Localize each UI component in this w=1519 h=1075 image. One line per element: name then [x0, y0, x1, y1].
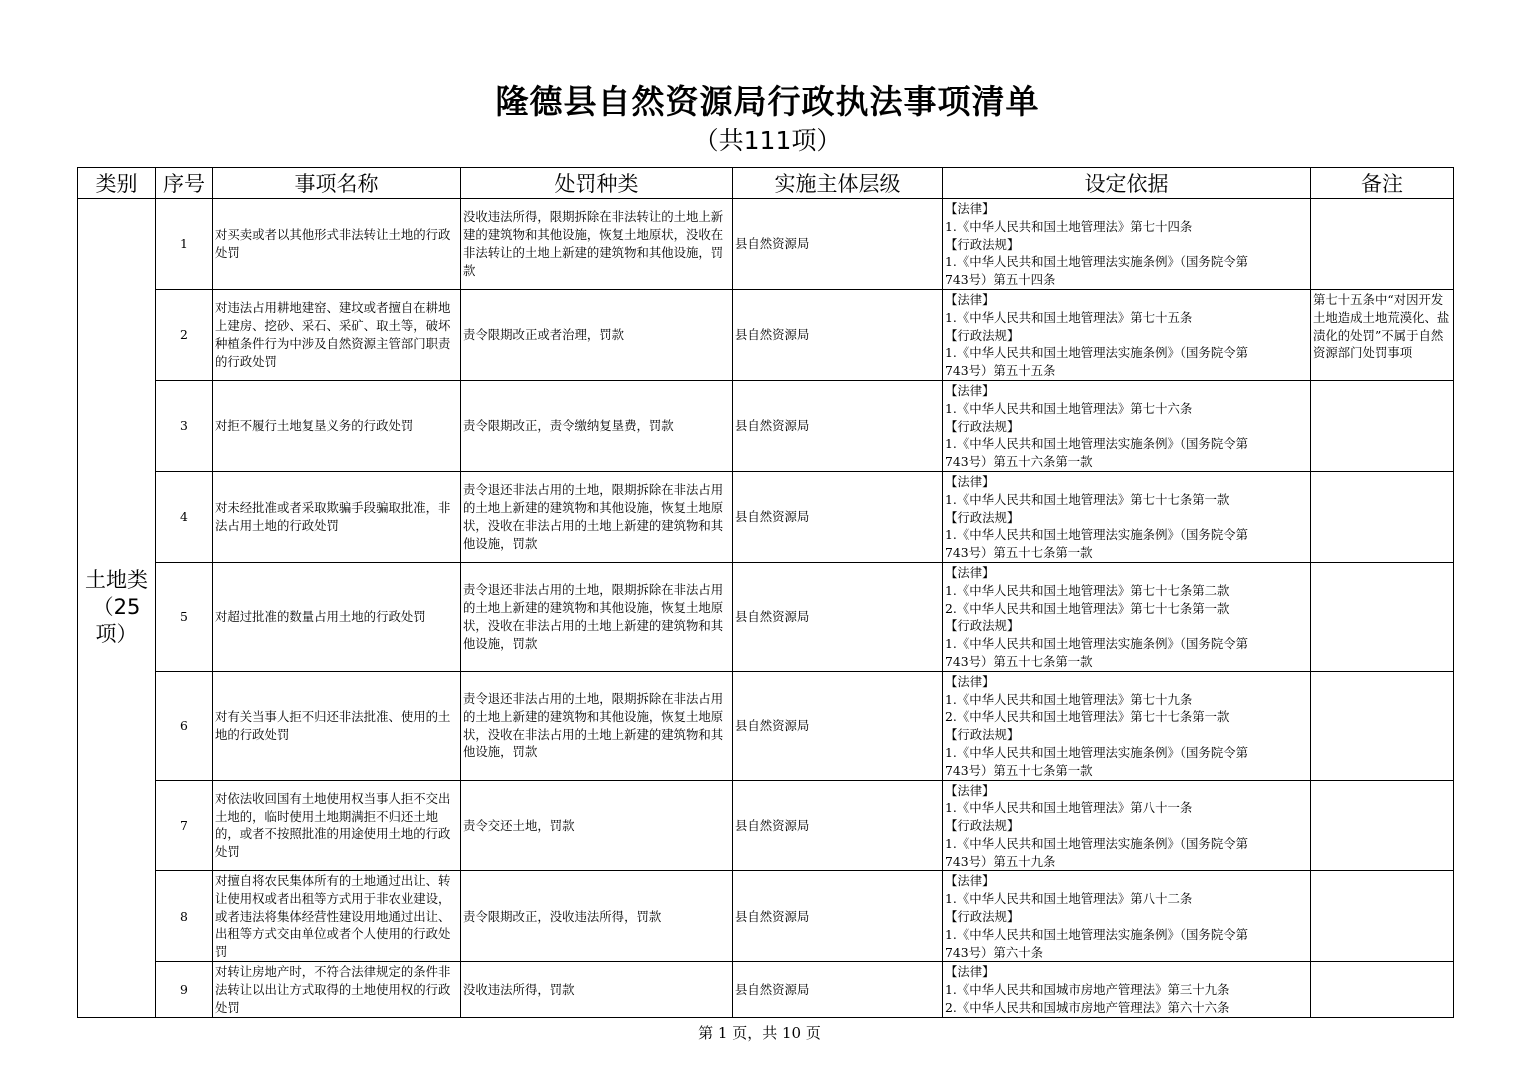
item-name-cell: 对有关当事人拒不归还非法批准、使用的土地的行政处罚 [213, 671, 461, 780]
legal-basis-line: 【法律】 [945, 201, 995, 216]
legal-basis-line: 【法律】 [945, 564, 995, 580]
table-row [78, 199, 1454, 290]
table-row [78, 471, 1454, 562]
remarks-cell [1311, 780, 1454, 871]
level-cell: 县自然资源局 [733, 780, 943, 871]
remarks-cell [1311, 871, 1454, 962]
legal-basis-cell [943, 471, 1311, 562]
legal-basis-line: 【行政法规】 [945, 909, 1020, 925]
legal-basis-line: 【行政法规】 [945, 509, 1020, 525]
penalty-cell: 责令退还非法占用的土地，限期拆除在非法占用的土地上新建的建筑物和其他设施，恢复土地原状，没收在非法占用的土地上新建的建筑物和其他设施，罚款 [461, 471, 733, 562]
legal-basis-line: 1.《中华人民共和国土地管理法实施条例》（国务院令第 [945, 636, 1248, 652]
table-row [78, 562, 1454, 671]
legal-basis-line: 【法律】 [945, 782, 995, 798]
legal-basis-line: 1.《中华人民共和国土地管理法实施条例》（国务院令第 [945, 436, 1248, 452]
level-cell: 县自然资源局 [733, 962, 943, 1017]
remarks-cell [1311, 380, 1454, 471]
penalty-cell: 责令退还非法占用的土地，限期拆除在非法占用的土地上新建的建筑物和其他设施，恢复土地原状，没收在非法占用的土地上新建的建筑物和其他设施，罚款 [461, 562, 733, 671]
penalty-cell: 责令限期改正，责令缴纳复垦费，罚款 [461, 380, 733, 471]
table-row [78, 671, 1454, 780]
legal-basis-cell [943, 289, 1311, 380]
table-row [78, 962, 1454, 1017]
legal-basis-line: 【法律】 [945, 291, 995, 307]
item-name-cell: 对违法占用耕地建窑、建坟或者擅自在耕地上建房、挖砂、采石、采矿、取土等，破坏种植条件行为中涉及自然资源主管部门职责的行政处罚 [213, 289, 461, 380]
legal-basis-line: 743号）第五十七条第一款 [945, 653, 1093, 669]
legal-basis-line: 1.《中华人民共和国土地管理法》第七十五条 [945, 309, 1193, 325]
table-row [78, 289, 1454, 380]
level-cell: 县自然资源局 [733, 289, 943, 380]
header-implementing-level: 实施主体层级 [733, 168, 943, 199]
seq-cell: 4 [156, 471, 213, 562]
legal-basis-cell [943, 962, 1311, 1017]
enforcement-items-table [77, 167, 1454, 1018]
item-name-cell: 对买卖或者以其他形式非法转让土地的行政处罚 [213, 199, 461, 290]
legal-basis-line: 【行政法规】 [945, 618, 1020, 634]
level-cell: 县自然资源局 [733, 671, 943, 780]
legal-basis-cell [943, 380, 1311, 471]
penalty-cell: 责令退还非法占用的土地，限期拆除在非法占用的土地上新建的建筑物和其他设施，恢复土地原状，没收在非法占用的土地上新建的建筑物和其他设施，罚款 [461, 671, 733, 780]
seq-cell: 7 [156, 780, 213, 871]
legal-basis-line: 1.《中华人民共和国土地管理法》第八十二条 [945, 891, 1193, 907]
level-cell: 县自然资源局 [733, 871, 943, 962]
item-name-cell: 对依法收回国有土地使用权当事人拒不交出土地的，临时使用土地期满拒不归还土地的，或者不按照批准的用途使用土地的行政处罚 [213, 780, 461, 871]
legal-basis-line: 1.《中华人民共和国土地管理法实施条例》（国务院令第 [945, 926, 1248, 942]
legal-basis-line: 743号）第五十七条第一款 [945, 545, 1093, 561]
header-category: 类别 [78, 168, 156, 199]
item-name-cell: 对擅自将农民集体所有的土地通过出让、转让使用权或者出租等方式用于非农业建设，或者违法将集体经营性建设用地通过出让、出租等方式交由单位或者个人使用的行政处罚 [213, 871, 461, 962]
legal-basis-line: 1.《中华人民共和国土地管理法》第七十七条第一款 [945, 491, 1230, 507]
legal-basis-line: 1.《中华人民共和国土地管理法实施条例》（国务院令第 [945, 835, 1248, 851]
seq-cell: 6 [156, 671, 213, 780]
legal-basis-line: 1.《中华人民共和国土地管理法》第八十一条 [945, 800, 1193, 816]
header-seq: 序号 [156, 168, 213, 199]
header-item-name: 事项名称 [213, 168, 461, 199]
legal-basis-line: 【行政法规】 [945, 236, 1020, 252]
legal-basis-line: 743号）第五十四条 [945, 272, 1056, 288]
legal-basis-line: 2.《中华人民共和国土地管理法》第七十七条第一款 [945, 600, 1230, 616]
item-name-cell: 对未经批准或者采取欺骗手段骗取批准，非法占用土地的行政处罚 [213, 471, 461, 562]
table-row [78, 380, 1454, 471]
legal-basis-line: 743号）第五十九条 [945, 853, 1056, 869]
legal-basis-line: 【行政法规】 [945, 418, 1020, 434]
level-cell: 县自然资源局 [733, 380, 943, 471]
penalty-cell: 责令交还土地，罚款 [461, 780, 733, 871]
legal-basis-line: 743号）第五十五条 [945, 363, 1056, 379]
seq-cell: 2 [156, 289, 213, 380]
remarks-cell [1311, 471, 1454, 562]
remarks-cell [1311, 962, 1454, 1017]
header-penalty-type: 处罚种类 [461, 168, 733, 199]
page-footer: 第 1 页，共 10 页 [698, 1024, 821, 1042]
item-name-cell: 对转让房地产时，不符合法律规定的条件非法转让以出让方式取得的土地使用权的行政处罚 [213, 962, 461, 1017]
legal-basis-line: 743号）第五十七条第一款 [945, 762, 1093, 778]
legal-basis-cell [943, 199, 1311, 290]
legal-basis-line: 2.《中华人民共和国城市房地产管理法》第六十六条 [945, 1000, 1230, 1016]
legal-basis-line: 1.《中华人民共和国土地管理法》第七十九条 [945, 691, 1193, 707]
legal-basis-line: 1.《中华人民共和国土地管理法实施条例》（国务院令第 [945, 527, 1248, 543]
legal-basis-cell [943, 780, 1311, 871]
level-cell: 县自然资源局 [733, 562, 943, 671]
legal-basis-line: 1.《中华人民共和国土地管理法实施条例》（国务院令第 [945, 254, 1248, 270]
seq-cell: 3 [156, 380, 213, 471]
remarks-cell [1311, 199, 1454, 290]
category-cell: 土地类（25项） [78, 199, 156, 1018]
page-title: 隆德县自然资源局行政执法事项清单 [495, 82, 1040, 121]
table-row [78, 780, 1454, 871]
legal-basis-line: 【法律】 [945, 873, 995, 889]
legal-basis-line: 1.《中华人民共和国土地管理法》第七十七条第二款 [945, 582, 1230, 598]
legal-basis-line: 1.《中华人民共和国土地管理法》第七十四条 [945, 218, 1193, 234]
legal-basis-line: 【行政法规】 [945, 727, 1020, 743]
legal-basis-line: 743号）第五十六条第一款 [945, 454, 1093, 470]
header-remarks: 备注 [1311, 168, 1454, 199]
level-cell: 县自然资源局 [733, 199, 943, 290]
legal-basis-line: 【行政法规】 [945, 327, 1020, 343]
legal-basis-line: 743号）第六十条 [945, 944, 1043, 960]
legal-basis-cell [943, 562, 1311, 671]
penalty-cell: 责令限期改正或者治理，罚款 [461, 289, 733, 380]
table-header-row [78, 168, 1454, 199]
remarks-cell [1311, 671, 1454, 780]
remarks-cell [1311, 562, 1454, 671]
legal-basis-line: 【法律】 [945, 473, 995, 489]
level-cell: 县自然资源局 [733, 471, 943, 562]
legal-basis-line: 【行政法规】 [945, 818, 1020, 834]
penalty-cell: 没收违法所得，罚款 [461, 962, 733, 1017]
page-subtitle: （共111项） [693, 126, 842, 155]
remarks-cell: 第七十五条中“对因开发土地造成土地荒漠化、盐渍化的处罚”不属于自然资源部门处罚事项 [1311, 289, 1454, 380]
item-name-cell: 对拒不履行土地复垦义务的行政处罚 [213, 380, 461, 471]
legal-basis-line: 1.《中华人民共和国土地管理法实施条例》（国务院令第 [945, 744, 1248, 760]
seq-cell: 1 [156, 199, 213, 290]
penalty-cell: 没收违法所得，限期拆除在非法转让的土地上新建的建筑物和其他设施，恢复土地原状，没收在非法转让的土地上新建的建筑物和其他设施，罚款 [461, 199, 733, 290]
legal-basis-line: 1.《中华人民共和国土地管理法实施条例》（国务院令第 [945, 345, 1248, 361]
legal-basis-line: 1.《中华人民共和国土地管理法》第七十六条 [945, 400, 1193, 416]
seq-cell: 8 [156, 871, 213, 962]
legal-basis-line: 【法律】 [945, 964, 995, 980]
penalty-cell: 责令限期改正，没收违法所得，罚款 [461, 871, 733, 962]
seq-cell: 5 [156, 562, 213, 671]
legal-basis-line: 1.《中华人民共和国城市房地产管理法》第三十九条 [945, 982, 1230, 998]
seq-cell: 9 [156, 962, 213, 1017]
item-name-cell: 对超过批准的数量占用土地的行政处罚 [213, 562, 461, 671]
legal-basis-cell [943, 671, 1311, 780]
table-row [78, 871, 1454, 962]
legal-basis-cell [943, 871, 1311, 962]
legal-basis-line: 【法律】 [945, 382, 995, 398]
legal-basis-line: 2.《中华人民共和国土地管理法》第七十七条第一款 [945, 709, 1230, 725]
header-legal-basis: 设定依据 [943, 168, 1311, 199]
legal-basis-line: 【法律】 [945, 673, 995, 689]
